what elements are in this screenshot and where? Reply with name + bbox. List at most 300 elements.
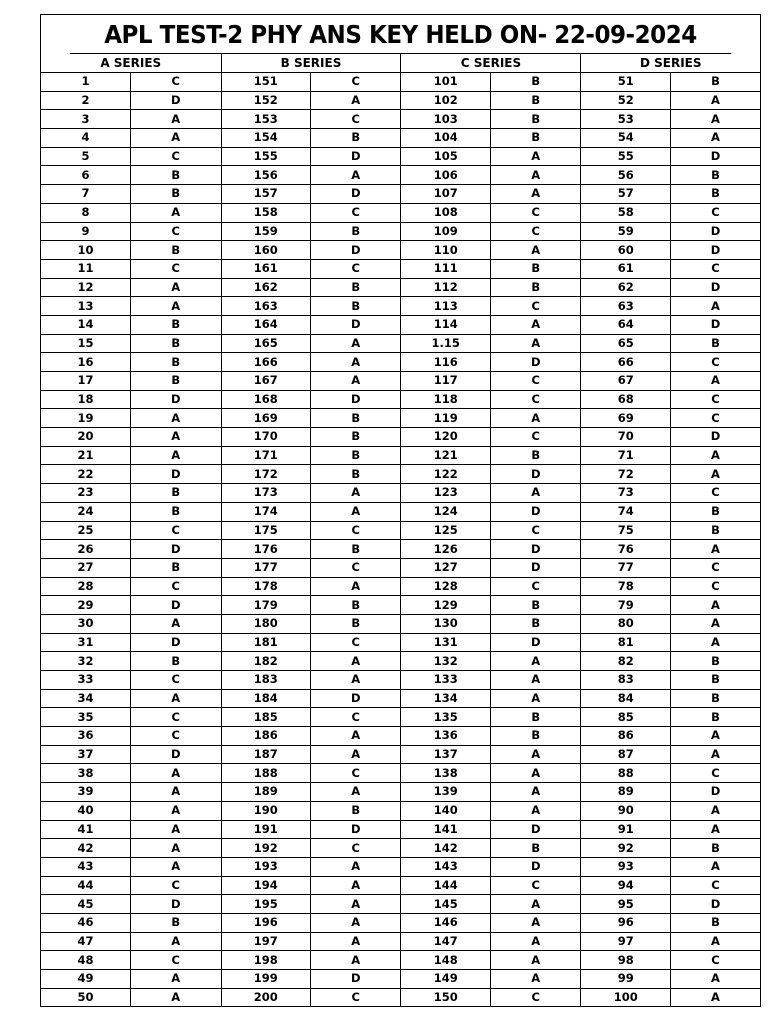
cell-a-answer: D bbox=[130, 596, 221, 615]
cell-d-answer: A bbox=[670, 970, 760, 989]
cell-c-answer: A bbox=[490, 913, 581, 932]
cell-a-question: 48 bbox=[41, 951, 130, 970]
cell-a-answer: C bbox=[130, 577, 221, 596]
cell-d-answer: C bbox=[670, 951, 760, 970]
cell-b-question: 182 bbox=[221, 652, 310, 671]
table-row bbox=[41, 689, 760, 708]
cell-d-question: 79 bbox=[581, 596, 670, 615]
table-row bbox=[41, 951, 760, 970]
cell-b-answer: A bbox=[310, 857, 401, 876]
cell-a-question: 10 bbox=[41, 241, 130, 260]
cell-c-question: 147 bbox=[401, 932, 490, 951]
cell-a-answer: B bbox=[130, 315, 221, 334]
cell-b-answer: A bbox=[310, 727, 401, 746]
cell-d-answer: A bbox=[670, 932, 760, 951]
cell-b-question: 155 bbox=[221, 147, 310, 166]
table-row bbox=[41, 353, 760, 372]
cell-d-answer: D bbox=[670, 278, 760, 297]
cell-c-question: 125 bbox=[401, 521, 490, 540]
cell-c-question: 132 bbox=[401, 652, 490, 671]
cell-b-question: 189 bbox=[221, 783, 310, 802]
cell-d-answer: A bbox=[670, 596, 760, 615]
cell-c-question: 116 bbox=[401, 353, 490, 372]
cell-b-question: 192 bbox=[221, 839, 310, 858]
table-row bbox=[41, 428, 760, 447]
cell-a-answer: A bbox=[130, 820, 221, 839]
cell-b-question: 165 bbox=[221, 334, 310, 353]
cell-b-question: 158 bbox=[221, 203, 310, 222]
cell-d-question: 100 bbox=[581, 988, 670, 1006]
cell-d-question: 65 bbox=[581, 334, 670, 353]
cell-b-answer: B bbox=[310, 540, 401, 559]
cell-c-answer: D bbox=[490, 558, 581, 577]
cell-d-answer: B bbox=[670, 502, 760, 521]
cell-c-question: 113 bbox=[401, 297, 490, 316]
cell-b-answer: C bbox=[310, 839, 401, 858]
cell-c-question: 148 bbox=[401, 951, 490, 970]
cell-c-question: 103 bbox=[401, 110, 490, 129]
cell-a-answer: A bbox=[130, 839, 221, 858]
cell-b-question: 187 bbox=[221, 745, 310, 764]
cell-a-question: 42 bbox=[41, 839, 130, 858]
cell-d-question: 96 bbox=[581, 913, 670, 932]
cell-d-answer: A bbox=[670, 297, 760, 316]
cell-c-answer: B bbox=[490, 129, 581, 148]
cell-c-answer: A bbox=[490, 895, 581, 914]
cell-b-question: 188 bbox=[221, 764, 310, 783]
cell-d-answer: A bbox=[670, 110, 760, 129]
cell-a-question: 25 bbox=[41, 521, 130, 540]
cell-d-question: 82 bbox=[581, 652, 670, 671]
table-row bbox=[41, 315, 760, 334]
cell-c-question: 108 bbox=[401, 203, 490, 222]
cell-b-question: 159 bbox=[221, 222, 310, 241]
cell-d-answer: D bbox=[670, 241, 760, 260]
cell-c-answer: A bbox=[490, 185, 581, 204]
cell-d-answer: C bbox=[670, 203, 760, 222]
cell-a-question: 20 bbox=[41, 428, 130, 447]
series-header-c: C SERIES bbox=[401, 54, 581, 73]
cell-d-question: 73 bbox=[581, 484, 670, 503]
cell-d-answer: A bbox=[670, 129, 760, 148]
cell-d-question: 66 bbox=[581, 353, 670, 372]
cell-d-answer: C bbox=[670, 409, 760, 428]
cell-a-question: 19 bbox=[41, 409, 130, 428]
cell-c-answer: D bbox=[490, 465, 581, 484]
cell-a-answer: D bbox=[130, 540, 221, 559]
cell-d-answer: B bbox=[670, 839, 760, 858]
cell-b-answer: B bbox=[310, 428, 401, 447]
cell-d-question: 81 bbox=[581, 633, 670, 652]
cell-b-question: 169 bbox=[221, 409, 310, 428]
cell-b-answer: D bbox=[310, 390, 401, 409]
cell-d-answer: A bbox=[670, 465, 760, 484]
cell-b-question: 152 bbox=[221, 91, 310, 110]
cell-a-question: 43 bbox=[41, 857, 130, 876]
table-row bbox=[41, 671, 760, 690]
cell-b-answer: C bbox=[310, 988, 401, 1006]
cell-c-answer: B bbox=[490, 259, 581, 278]
cell-a-answer: A bbox=[130, 857, 221, 876]
cell-b-question: 178 bbox=[221, 577, 310, 596]
cell-b-answer: C bbox=[310, 203, 401, 222]
cell-b-question: 194 bbox=[221, 876, 310, 895]
cell-d-answer: C bbox=[670, 764, 760, 783]
cell-c-answer: C bbox=[490, 203, 581, 222]
cell-a-answer: A bbox=[130, 203, 221, 222]
cell-d-answer: B bbox=[670, 334, 760, 353]
cell-c-question: 101 bbox=[401, 73, 490, 92]
cell-c-answer: D bbox=[490, 502, 581, 521]
cell-d-answer: A bbox=[670, 801, 760, 820]
cell-b-answer: A bbox=[310, 91, 401, 110]
cell-a-answer: C bbox=[130, 876, 221, 895]
cell-a-question: 40 bbox=[41, 801, 130, 820]
cell-b-answer: A bbox=[310, 745, 401, 764]
cell-c-question: 102 bbox=[401, 91, 490, 110]
cell-c-question: 107 bbox=[401, 185, 490, 204]
cell-d-question: 91 bbox=[581, 820, 670, 839]
cell-c-question: 106 bbox=[401, 166, 490, 185]
series-header-d: D SERIES bbox=[581, 54, 760, 73]
cell-b-answer: D bbox=[310, 185, 401, 204]
cell-b-question: 179 bbox=[221, 596, 310, 615]
cell-d-question: 95 bbox=[581, 895, 670, 914]
cell-c-question: 109 bbox=[401, 222, 490, 241]
cell-a-answer: C bbox=[130, 708, 221, 727]
cell-c-question: 114 bbox=[401, 315, 490, 334]
cell-a-answer: B bbox=[130, 913, 221, 932]
cell-b-question: 153 bbox=[221, 110, 310, 129]
cell-c-question: 129 bbox=[401, 596, 490, 615]
table-row bbox=[41, 839, 760, 858]
cell-b-answer: C bbox=[310, 110, 401, 129]
cell-b-question: 181 bbox=[221, 633, 310, 652]
cell-c-question: 146 bbox=[401, 913, 490, 932]
cell-a-answer: A bbox=[130, 783, 221, 802]
cell-d-question: 59 bbox=[581, 222, 670, 241]
cell-c-question: 104 bbox=[401, 129, 490, 148]
cell-d-question: 80 bbox=[581, 614, 670, 633]
cell-c-answer: A bbox=[490, 147, 581, 166]
table-row bbox=[41, 988, 760, 1006]
table-row bbox=[41, 745, 760, 764]
cell-b-question: 186 bbox=[221, 727, 310, 746]
cell-b-question: 171 bbox=[221, 446, 310, 465]
cell-b-question: 172 bbox=[221, 465, 310, 484]
table-row bbox=[41, 484, 760, 503]
cell-b-answer: A bbox=[310, 876, 401, 895]
cell-d-answer: A bbox=[670, 446, 760, 465]
table-row bbox=[41, 278, 760, 297]
cell-b-answer: C bbox=[310, 708, 401, 727]
cell-a-question: 23 bbox=[41, 484, 130, 503]
cell-d-answer: B bbox=[670, 185, 760, 204]
cell-b-answer: C bbox=[310, 521, 401, 540]
cell-d-question: 67 bbox=[581, 372, 670, 391]
cell-b-question: 167 bbox=[221, 372, 310, 391]
cell-b-answer: A bbox=[310, 166, 401, 185]
cell-a-answer: B bbox=[130, 558, 221, 577]
cell-c-answer: D bbox=[490, 820, 581, 839]
cell-b-question: 180 bbox=[221, 614, 310, 633]
cell-b-answer: B bbox=[310, 801, 401, 820]
cell-a-question: 3 bbox=[41, 110, 130, 129]
cell-a-answer: A bbox=[130, 409, 221, 428]
cell-a-question: 44 bbox=[41, 876, 130, 895]
table-row bbox=[41, 465, 760, 484]
cell-c-question: 120 bbox=[401, 428, 490, 447]
cell-c-question: 149 bbox=[401, 970, 490, 989]
cell-a-answer: A bbox=[130, 297, 221, 316]
cell-b-question: 157 bbox=[221, 185, 310, 204]
cell-c-question: 142 bbox=[401, 839, 490, 858]
cell-a-question: 21 bbox=[41, 446, 130, 465]
cell-b-answer: A bbox=[310, 353, 401, 372]
cell-d-answer: C bbox=[670, 353, 760, 372]
cell-d-question: 77 bbox=[581, 558, 670, 577]
cell-c-question: 123 bbox=[401, 484, 490, 503]
cell-b-question: 197 bbox=[221, 932, 310, 951]
answer-rows bbox=[41, 73, 760, 1007]
cell-b-answer: A bbox=[310, 372, 401, 391]
answer-key-table bbox=[41, 54, 760, 1006]
cell-a-question: 26 bbox=[41, 540, 130, 559]
table-row bbox=[41, 783, 760, 802]
cell-c-question: 131 bbox=[401, 633, 490, 652]
cell-c-question: 110 bbox=[401, 241, 490, 260]
cell-a-question: 47 bbox=[41, 932, 130, 951]
table-row bbox=[41, 857, 760, 876]
cell-a-question: 30 bbox=[41, 614, 130, 633]
cell-c-question: 137 bbox=[401, 745, 490, 764]
cell-a-question: 31 bbox=[41, 633, 130, 652]
cell-d-answer: A bbox=[670, 614, 760, 633]
cell-b-question: 190 bbox=[221, 801, 310, 820]
cell-b-question: 184 bbox=[221, 689, 310, 708]
cell-b-answer: D bbox=[310, 315, 401, 334]
table-row bbox=[41, 801, 760, 820]
cell-c-question: 122 bbox=[401, 465, 490, 484]
table-row bbox=[41, 147, 760, 166]
table-row bbox=[41, 297, 760, 316]
cell-c-answer: C bbox=[490, 521, 581, 540]
cell-b-question: 163 bbox=[221, 297, 310, 316]
cell-b-question: 174 bbox=[221, 502, 310, 521]
cell-d-question: 85 bbox=[581, 708, 670, 727]
cell-c-question: 145 bbox=[401, 895, 490, 914]
cell-b-answer: D bbox=[310, 820, 401, 839]
cell-a-question: 15 bbox=[41, 334, 130, 353]
cell-b-answer: D bbox=[310, 241, 401, 260]
cell-a-question: 12 bbox=[41, 278, 130, 297]
cell-b-question: 200 bbox=[221, 988, 310, 1006]
cell-d-question: 92 bbox=[581, 839, 670, 858]
cell-a-question: 39 bbox=[41, 783, 130, 802]
table-row bbox=[41, 203, 760, 222]
cell-c-question: 127 bbox=[401, 558, 490, 577]
cell-d-answer: A bbox=[670, 633, 760, 652]
cell-a-question: 37 bbox=[41, 745, 130, 764]
cell-d-question: 54 bbox=[581, 129, 670, 148]
cell-b-answer: A bbox=[310, 334, 401, 353]
cell-c-answer: D bbox=[490, 633, 581, 652]
cell-a-answer: B bbox=[130, 652, 221, 671]
table-row bbox=[41, 708, 760, 727]
cell-d-answer: B bbox=[670, 689, 760, 708]
cell-a-answer: C bbox=[130, 259, 221, 278]
cell-a-question: 28 bbox=[41, 577, 130, 596]
cell-b-answer: B bbox=[310, 129, 401, 148]
table-row bbox=[41, 596, 760, 615]
cell-d-question: 83 bbox=[581, 671, 670, 690]
cell-d-answer: A bbox=[670, 727, 760, 746]
cell-d-answer: B bbox=[670, 671, 760, 690]
table-row bbox=[41, 913, 760, 932]
cell-a-answer: A bbox=[130, 988, 221, 1006]
answer-key-sheet bbox=[40, 14, 761, 1007]
cell-a-answer: B bbox=[130, 484, 221, 503]
cell-a-question: 7 bbox=[41, 185, 130, 204]
cell-d-answer: B bbox=[670, 913, 760, 932]
cell-b-answer: A bbox=[310, 895, 401, 914]
cell-c-answer: C bbox=[490, 372, 581, 391]
cell-d-question: 99 bbox=[581, 970, 670, 989]
cell-c-question: 150 bbox=[401, 988, 490, 1006]
cell-c-answer: D bbox=[490, 857, 581, 876]
cell-c-answer: C bbox=[490, 297, 581, 316]
cell-d-answer: A bbox=[670, 857, 760, 876]
cell-a-answer: A bbox=[130, 932, 221, 951]
cell-b-question: 177 bbox=[221, 558, 310, 577]
cell-d-answer: C bbox=[670, 558, 760, 577]
cell-b-question: 166 bbox=[221, 353, 310, 372]
cell-b-question: 176 bbox=[221, 540, 310, 559]
cell-b-answer: B bbox=[310, 409, 401, 428]
table-row bbox=[41, 409, 760, 428]
cell-c-answer: A bbox=[490, 484, 581, 503]
cell-c-question: 140 bbox=[401, 801, 490, 820]
cell-c-question: 1.15 bbox=[401, 334, 490, 353]
cell-a-answer: B bbox=[130, 502, 221, 521]
cell-d-question: 98 bbox=[581, 951, 670, 970]
cell-c-question: 105 bbox=[401, 147, 490, 166]
table-row bbox=[41, 502, 760, 521]
cell-d-question: 56 bbox=[581, 166, 670, 185]
cell-c-answer: B bbox=[490, 91, 581, 110]
cell-d-question: 57 bbox=[581, 185, 670, 204]
page-title: APL TEST-2 PHY ANS KEY HELD ON- 22-09-2024 bbox=[70, 15, 731, 54]
table-row bbox=[41, 446, 760, 465]
cell-d-answer: A bbox=[670, 91, 760, 110]
cell-c-answer: A bbox=[490, 689, 581, 708]
cell-a-answer: A bbox=[130, 689, 221, 708]
cell-d-answer: B bbox=[670, 652, 760, 671]
table-row bbox=[41, 334, 760, 353]
cell-d-question: 53 bbox=[581, 110, 670, 129]
cell-d-question: 52 bbox=[581, 91, 670, 110]
cell-b-answer: B bbox=[310, 222, 401, 241]
cell-d-answer: B bbox=[670, 708, 760, 727]
table-row bbox=[41, 110, 760, 129]
cell-b-answer: C bbox=[310, 73, 401, 92]
table-row bbox=[41, 970, 760, 989]
cell-c-answer: A bbox=[490, 783, 581, 802]
cell-c-answer: A bbox=[490, 241, 581, 260]
cell-a-question: 1 bbox=[41, 73, 130, 92]
cell-d-question: 75 bbox=[581, 521, 670, 540]
table-row bbox=[41, 932, 760, 951]
cell-c-answer: A bbox=[490, 801, 581, 820]
cell-c-answer: C bbox=[490, 390, 581, 409]
cell-d-question: 88 bbox=[581, 764, 670, 783]
cell-d-answer: C bbox=[670, 484, 760, 503]
cell-a-question: 32 bbox=[41, 652, 130, 671]
cell-a-question: 35 bbox=[41, 708, 130, 727]
cell-b-question: 170 bbox=[221, 428, 310, 447]
cell-c-answer: C bbox=[490, 428, 581, 447]
cell-b-answer: A bbox=[310, 502, 401, 521]
cell-a-question: 27 bbox=[41, 558, 130, 577]
cell-d-question: 78 bbox=[581, 577, 670, 596]
cell-d-question: 89 bbox=[581, 783, 670, 802]
cell-c-question: 144 bbox=[401, 876, 490, 895]
cell-b-question: 199 bbox=[221, 970, 310, 989]
cell-d-answer: A bbox=[670, 988, 760, 1006]
cell-c-question: 141 bbox=[401, 820, 490, 839]
cell-b-answer: A bbox=[310, 932, 401, 951]
cell-c-answer: A bbox=[490, 970, 581, 989]
cell-c-answer: A bbox=[490, 315, 581, 334]
series-header-row bbox=[41, 54, 760, 73]
table-row bbox=[41, 222, 760, 241]
cell-b-answer: A bbox=[310, 783, 401, 802]
cell-a-question: 16 bbox=[41, 353, 130, 372]
cell-d-answer: B bbox=[670, 73, 760, 92]
cell-d-answer: D bbox=[670, 783, 760, 802]
cell-b-answer: A bbox=[310, 652, 401, 671]
cell-a-answer: A bbox=[130, 446, 221, 465]
cell-a-answer: D bbox=[130, 390, 221, 409]
cell-a-answer: B bbox=[130, 241, 221, 260]
table-row bbox=[41, 166, 760, 185]
cell-a-question: 2 bbox=[41, 91, 130, 110]
table-row bbox=[41, 185, 760, 204]
cell-c-answer: D bbox=[490, 353, 581, 372]
cell-c-answer: A bbox=[490, 745, 581, 764]
cell-b-question: 173 bbox=[221, 484, 310, 503]
series-header-b: B SERIES bbox=[221, 54, 401, 73]
cell-c-question: 118 bbox=[401, 390, 490, 409]
cell-c-question: 135 bbox=[401, 708, 490, 727]
table-row bbox=[41, 73, 760, 92]
cell-b-answer: D bbox=[310, 689, 401, 708]
cell-c-question: 134 bbox=[401, 689, 490, 708]
cell-c-answer: B bbox=[490, 614, 581, 633]
cell-d-answer: A bbox=[670, 540, 760, 559]
cell-a-question: 46 bbox=[41, 913, 130, 932]
cell-a-question: 41 bbox=[41, 820, 130, 839]
cell-d-question: 97 bbox=[581, 932, 670, 951]
cell-b-question: 151 bbox=[221, 73, 310, 92]
cell-d-question: 76 bbox=[581, 540, 670, 559]
cell-b-question: 160 bbox=[221, 241, 310, 260]
cell-a-answer: C bbox=[130, 222, 221, 241]
table-row bbox=[41, 259, 760, 278]
cell-c-question: 126 bbox=[401, 540, 490, 559]
cell-d-question: 60 bbox=[581, 241, 670, 260]
cell-b-answer: B bbox=[310, 465, 401, 484]
